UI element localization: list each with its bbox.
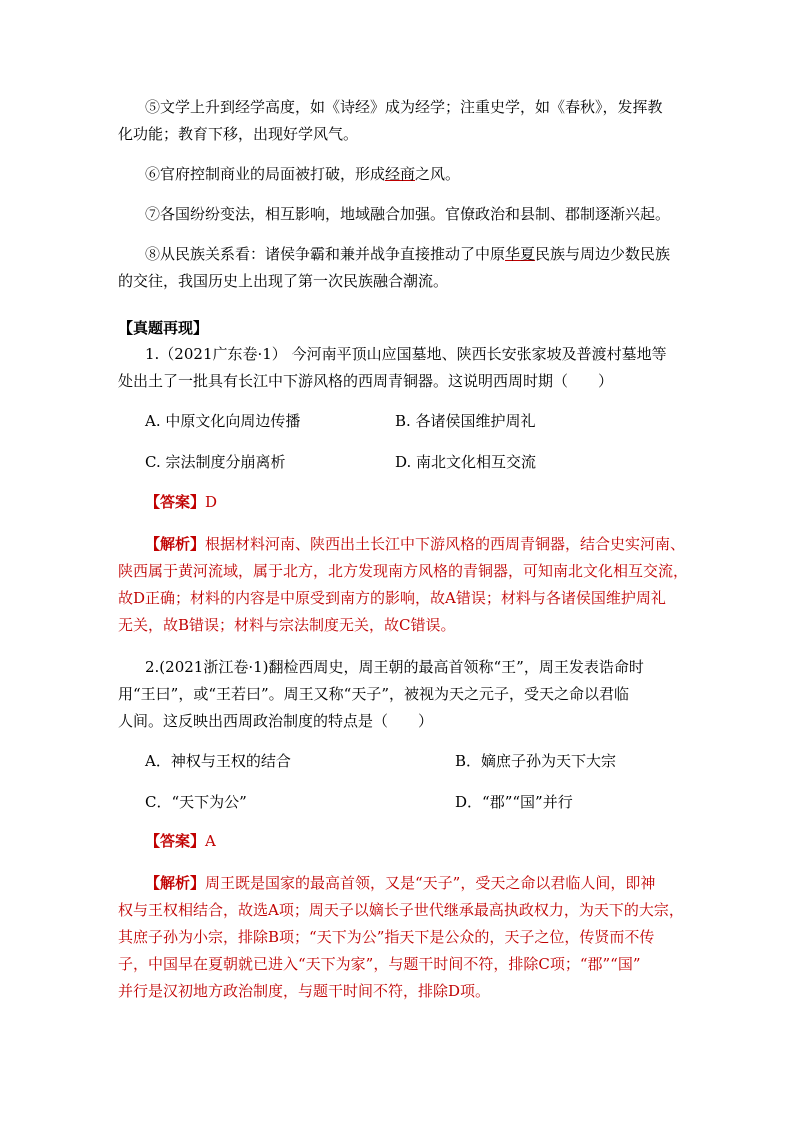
q2-analysis-line-3: 其庶子孙为小宗，排除B项；“天下为公”指天下是公众的，天子之位，传贤而不传 — [118, 928, 655, 946]
q1-option-b: B. 各诸侯国维护周礼 — [395, 412, 536, 430]
q1-stem-line-2: 处出土了一批具有长江中下游风格的西周青铜器。这说明西周时期（ ） — [118, 372, 614, 390]
q1-answer-label: 【答案】 — [145, 493, 206, 511]
q1-analysis-line-1 — [145, 534, 685, 554]
point-6-text-post: 之风。 — [415, 165, 461, 183]
q2-option-b: B．嫡庶子孙为天下大宗 — [455, 752, 617, 770]
q2-analysis-line-2: 权与王权相结合，故选A项；周天子以嫡长子世代继承最高执政权力，为天下的大宗， — [118, 901, 684, 919]
point-6-underlined: 经商 — [385, 165, 416, 183]
q1-answer — [145, 492, 217, 512]
point-7: ⑦各国纷纷变法，相互影响，地域融合加强。官僚政治和县制、郡制逐渐兴起。 — [145, 205, 671, 223]
q2-answer-label: 【答案】 — [145, 832, 206, 850]
q2-analysis-label: 【解析】 — [145, 874, 206, 892]
q1-stem-line-1: 1.（2021广东卷·1） 今河南平顶山应国墓地、陕西长安张家坡及普渡村墓地等 — [145, 345, 667, 363]
q2-stem-line-3: 人间。这反映出西周政治制度的特点是（ ） — [118, 712, 434, 730]
q1-option-c: C. 宗法制度分崩离析 — [145, 453, 286, 471]
q2-option-c: C．“天下为公” — [145, 793, 247, 811]
point-8-text-pre: ⑧从民族关系看：诸侯争霸和兼并战争直接推动了中原 — [145, 245, 506, 263]
q1-analysis-line-2: 陕西属于黄河流域，属于北方，北方发现南方风格的青铜器，可知南北文化相互交流， — [118, 562, 689, 580]
point-8-line-2: 的交往，我国历史上出现了第一次民族融合潮流。 — [118, 272, 449, 290]
q2-option-d: D．“郡”“国”并行 — [455, 793, 573, 811]
section-title: 【真题再现】 — [118, 319, 209, 337]
q1-option-d: D. 南北文化相互交流 — [395, 453, 537, 471]
point-6 — [145, 164, 460, 184]
q2-stem-line-2: 用“王曰”，或“王若曰”。周王又称“天子”，被视为天之元子，受天之命以君临 — [118, 685, 630, 703]
q2-option-a: A．神权与王权的结合 — [145, 752, 291, 770]
q1-answer-value: D — [205, 493, 218, 511]
point-5-line-1: ⑤文学上升到经学高度，如《诗经》成为经学；注重史学，如《春秋》，发挥教 — [145, 98, 663, 116]
q2-answer — [145, 831, 216, 851]
q1-analysis-line-3: 故D正确；材料的内容是中原受到南方的影响，故A错误；材料与各诸侯国维护周礼 — [118, 589, 666, 607]
point-6-text-pre: ⑥官府控制商业的局面被打破，形成 — [145, 165, 386, 183]
q2-stem-line-1: 2.(2021浙江卷·1)翻检西周史，周王朝的最高首领称“王”，周王发表诰命时 — [145, 658, 644, 676]
q2-analysis-line-4: 子，中国早在夏朝就已进入“天下为家”，与题干时间不符，排除C项；“郡”“国” — [118, 955, 641, 973]
q1-analysis-line-4: 无关，故B错误；材料与宗法制度无关，故C错误。 — [118, 616, 456, 634]
q2-analysis-text-1: 周王既是国家的最高首领，又是“天子”，受天之命以君临人间，即神 — [205, 874, 656, 892]
q1-analysis-text-1: 根据材料河南、陕西出土长江中下游风格的西周青铜器，结合史实河南、 — [205, 535, 686, 553]
q1-analysis-label: 【解析】 — [145, 535, 206, 553]
q1-option-a: A. 中原文化向周边传播 — [145, 412, 301, 430]
point-8-text-post: 民族与周边少数民族 — [535, 245, 671, 263]
q2-analysis-line-5: 并行是汉初地方政治制度，与题干时间不符，排除D项。 — [118, 982, 491, 1000]
point-8-underlined: 华夏 — [505, 245, 536, 263]
q2-analysis-line-1 — [145, 873, 655, 893]
point-8-line-1 — [145, 244, 670, 264]
point-5-line-2: 化功能；教育下移，出现好学风气。 — [118, 125, 359, 143]
q2-answer-value: A — [205, 832, 216, 850]
